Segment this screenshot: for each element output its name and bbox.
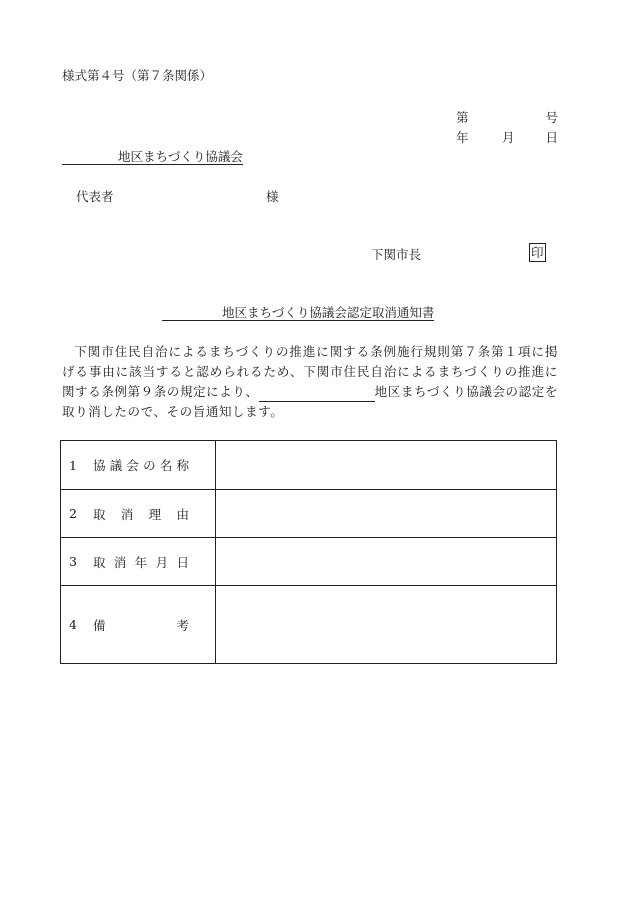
table-row (61, 586, 557, 664)
day-label: 日 (545, 130, 558, 145)
table-row (61, 538, 557, 586)
council-name-blank[interactable] (62, 150, 118, 165)
row-label (93, 456, 189, 474)
mayor-title: 下関市長 (371, 247, 422, 262)
row-label-char: 会 (126, 458, 139, 473)
row-label-char: 月 (155, 554, 169, 570)
body-text-part1: 下関市住民自治によるまちづくりの推進に関する条例施行規則第７条第１項に掲げる事由に該当すると認められるため、下関市住民自治によるまちづくりの推進に関する条例第９条の規定により、 (62, 344, 558, 399)
number-suffix: 号 (545, 110, 558, 125)
row-number: 2 (69, 506, 77, 521)
seal-mark: 印 (531, 245, 544, 260)
row-label-char: 由 (176, 506, 189, 522)
details-table (60, 440, 557, 664)
notice-body (62, 342, 558, 422)
row-label-cell (61, 441, 216, 490)
row-value-cell[interactable] (216, 441, 557, 490)
body-district-blank[interactable] (259, 387, 375, 402)
body-text-part2: 地区まちづくり協議会の認定を取り消したので、その旨通知します。 (62, 384, 558, 419)
row-label-char: 消 (120, 506, 134, 522)
council-suffix-district: 地区まちづくり協議会 (118, 149, 243, 164)
row-label-char: 称 (176, 458, 189, 473)
row-label-char: の (143, 458, 156, 473)
row-label-char: 取 (93, 506, 106, 522)
title-text: 地区まちづくり協議会認定取消通知書 (222, 305, 435, 320)
table-row (61, 441, 557, 490)
row-label-char: 日 (176, 554, 189, 570)
year-label: 年 (456, 130, 469, 145)
row-label-cell (61, 586, 216, 664)
table-row (61, 490, 557, 538)
addressee-council (62, 147, 243, 165)
title-district-blank[interactable] (162, 306, 222, 321)
number-prefix: 第 (456, 110, 469, 125)
row-label-char: 議 (109, 458, 123, 473)
row-number: 1 (69, 457, 77, 473)
row-number: 4 (69, 617, 77, 632)
row-label-char: 備 (93, 617, 106, 633)
row-label (93, 616, 189, 634)
month-label: 月 (502, 130, 515, 145)
row-label-char: 理 (148, 506, 162, 522)
row-label-cell (61, 490, 216, 538)
row-number: 3 (69, 554, 77, 569)
honorific-label: 様 (266, 189, 279, 204)
row-label-char: 考 (176, 617, 189, 633)
representative-label: 代表者 (76, 189, 114, 204)
row-label-char: 年 (134, 554, 148, 570)
row-label-char: 消 (113, 554, 127, 570)
row-label-cell (61, 538, 216, 586)
row-label (93, 553, 189, 571)
form-number: 様式第４号（第７条関係） (62, 68, 213, 83)
row-label (93, 505, 189, 523)
row-label-char: 名 (159, 458, 173, 473)
row-label-char: 協 (93, 458, 106, 473)
row-value-cell[interactable] (216, 490, 557, 538)
document-title (162, 303, 434, 321)
row-value-cell[interactable] (216, 586, 557, 664)
row-value-cell[interactable] (216, 538, 557, 586)
row-label-char: 取 (93, 554, 106, 570)
